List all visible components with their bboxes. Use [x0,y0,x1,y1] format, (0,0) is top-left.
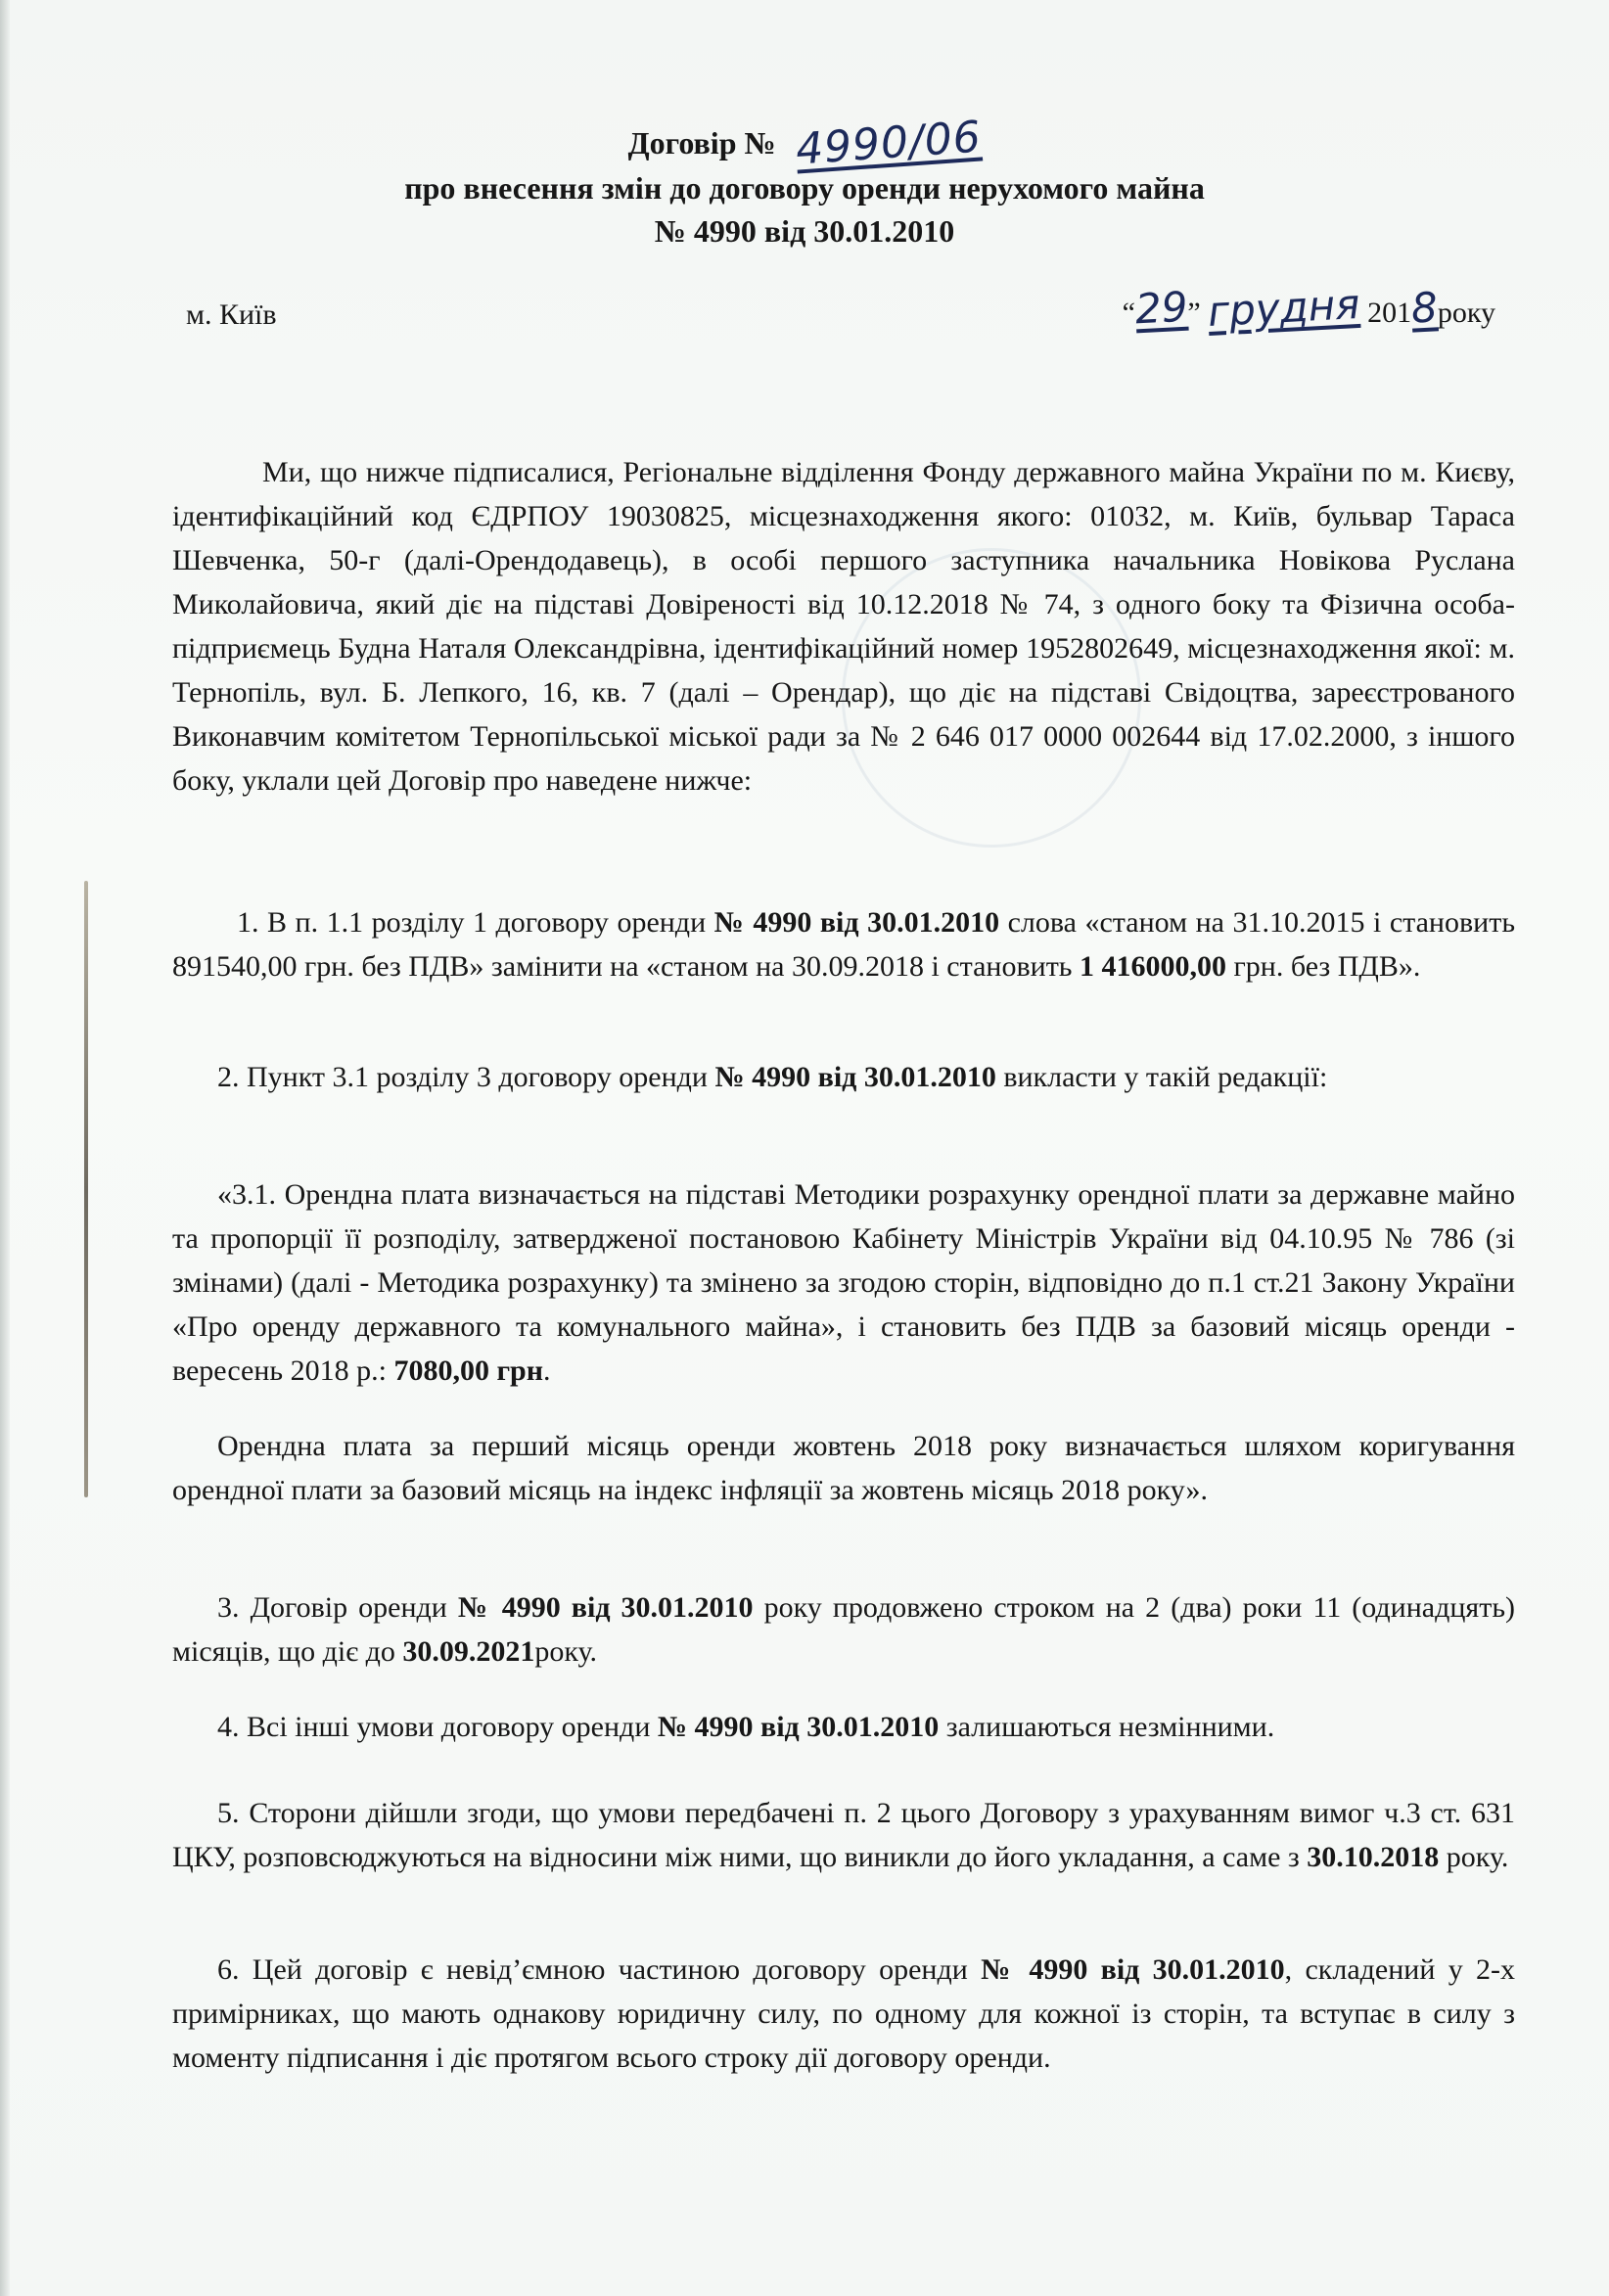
clause-1: 1. В п. 1.1 розділу 1 договору оренди № 4990 від 30.01.2010 слова «станом на 31.10.2015 і становить 891540,00 грн. без ПДВ» замінити на «станом на 30.09.2018 і становить 1 416000,00 грн. без ПДВ». [172,906,1515,983]
clause-4: 4. Всі інші умови договору оренди № 4990 від 30.01.2010 залишаються незмінними. [217,1711,1275,1743]
city: м. Київ [186,298,277,331]
date-month: грудня [1207,279,1361,337]
date-year-digit: 8 [1409,283,1440,333]
binding-thread [84,881,88,1497]
clause-6: 6. Цей договір є невід’ємною частиною договору оренди № 4990 від 30.01.2010, складений у 2-х примірниках, що мають однакову юридичну силу, по одному для кожної із сторін, та вступає в силу з моменту підписання і діє протягом всього строку дії договору оренди. [172,1953,1516,2074]
paper-edge [0,0,10,2296]
base-contract-reference: № 4990 від 30.01.2010 [654,213,955,249]
contract-date: “29” грудня 2018року [1122,279,1495,337]
date-year-prefix: 201 [1367,297,1412,329]
title-prefix: Договір № [627,125,776,161]
clause-3-1-continuation: Орендна плата за перший місяць оренди жовтень 2018 року визначається шляхом коригування орендної плати за базовий місяць на індекс інфляції за жовтень місяць 2018 року». [172,1430,1515,1506]
clause-3: 3. Договір оренди № 4990 від 30.01.2010 року продовжено строком на 2 (два) роки 11 (одинадцять) місяців, що діє до 30.09.2021року. [172,1591,1515,1668]
clause-3-1-text: «3.1. Орендна плата визначається на підставі Методики розрахунку орендної плати за державне майно та пропорції її розподілу, затвердженої постановою Кабінету Міністрів України від 04.10.95 № 786 (зі змінами) (далі - Методика розрахунку) та змінено за згодою сторін, відповідно до п.1 ст.21 Закону України «Про оренду державного та комунального майна», і становить без ПДВ за базовий місяць оренди - вересень 2018 р.: 7080,00 грн. [172,1178,1515,1387]
clause-5: 5. Сторони дійшли згоди, що умови передбачені п. 2 цього Договору з урахуванням вимог ч.3 ст. 631 ЦКУ, розповсюджуються на відносини між ними, що виникли до його укладання, а саме з 30.10.2018 року. [172,1797,1515,1873]
clause-2: 2. Пункт 3.1 розділу 3 договору оренди № 4990 від 30.01.2010 викласти у такій редакції: [217,1061,1328,1093]
document-subtitle: про внесення змін до договору оренди нерухомого майна [404,170,1205,206]
preamble-paragraph: Ми, що нижче підписалися, Регіональне відділення Фонду державного майна України по м. Києву, ідентифікаційний код ЄДРПОУ 19030825, місцезнаходження якого: 01032, м. Київ, бульвар Тараса Шевченка, 50-г (далі-Орендодавець), в особі першого заступника начальника Новікова Руслана Миколайовича, який діє на підставі Довіреності від 10.12.2018 № 74, з одного боку та Фізична особа-підприємець Будна Наталя Олександрівна, ідентифікаційний номер 1952802649, місцезнаходження якої: м. Тернопіль, вул. Б. Лепкого, 16, кв. 7 (далі – Орендар), що діє на підставі Свідоцтва, зареєстрованого Виконавчим комітетом Тернопільської міської ради за № 2 646 017 0000 002644 від 17.02.2000, з іншого боку, уклали цей Договір про наведене нижче: [172,456,1515,797]
handwritten-contract-number: 4990/06 [794,112,983,175]
date-day: 29 [1133,282,1189,334]
date-suffix: року [1437,297,1495,329]
document-title [0,112,1609,175]
